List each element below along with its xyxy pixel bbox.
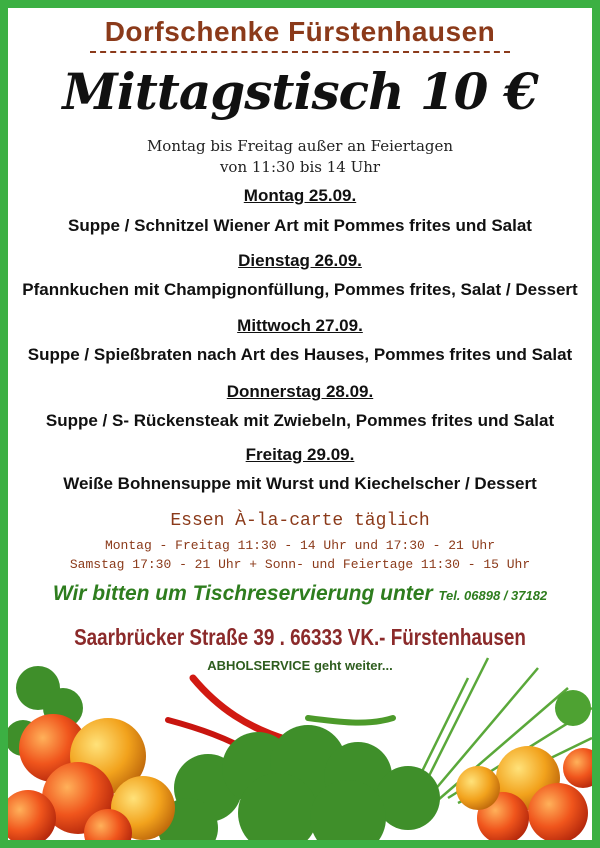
reservation-line bbox=[8, 582, 592, 606]
day-heading-thursday: Donnerstag 28.09. bbox=[226, 382, 374, 401]
alacarte-heading: Essen À-la-carte täglich bbox=[170, 511, 430, 531]
dish-wednesday: Suppe / Spießbraten nach Art des Hauses, Pommes frites und Salat bbox=[27, 345, 573, 364]
dashed-divider bbox=[90, 51, 510, 53]
day-heading-friday: Freitag 29.09. bbox=[245, 445, 355, 464]
phone-number: Tel. 06898 / 37182 bbox=[438, 588, 548, 603]
dish-friday: Weiße Bohnensuppe mit Wurst und Kiechelscher / Dessert bbox=[63, 474, 537, 493]
pickup-service: ABHOLSERVICE geht weiter... bbox=[207, 658, 393, 673]
availability-text: Montag bis Freitag außer an Feiertagen bbox=[146, 137, 454, 155]
hours-weekday: Montag - Freitag 11:30 - 14 Uhr und 17:30 - 21 Uhr bbox=[104, 538, 496, 553]
dish-monday: Suppe / Schnitzel Wiener Art mit Pommes frites und Salat bbox=[68, 216, 532, 235]
menu-title: Mittagstisch 10 € bbox=[62, 62, 538, 121]
time-range-text: von 11:30 bis 14 Uhr bbox=[219, 158, 381, 176]
hours-weekend: Samstag 17:30 - 21 Uhr + Sonn- und Feiertage 11:30 - 15 Uhr bbox=[69, 557, 531, 572]
menu-flyer bbox=[8, 8, 592, 840]
dish-tuesday: Pfannkuchen mit Champignonfüllung, Pommes frites, Salat / Dessert bbox=[22, 280, 578, 299]
reservation-text: Wir bitten um Tischreservierung unter bbox=[52, 582, 433, 605]
day-heading-wednesday: Mittwoch 27.09. bbox=[237, 316, 363, 335]
restaurant-name: Dorfschenke Fürstenhausen bbox=[104, 16, 496, 47]
vegetables-image bbox=[8, 648, 592, 840]
address: Saarbrücker Straße 39 . 66333 VK.- Fürstenhausen bbox=[74, 624, 526, 650]
day-heading-tuesday: Dienstag 26.09. bbox=[238, 251, 362, 270]
day-heading-monday: Montag 25.09. bbox=[243, 186, 357, 205]
dish-thursday: Suppe / S- Rückensteak mit Zwiebeln, Pommes frites und Salat bbox=[45, 411, 555, 430]
